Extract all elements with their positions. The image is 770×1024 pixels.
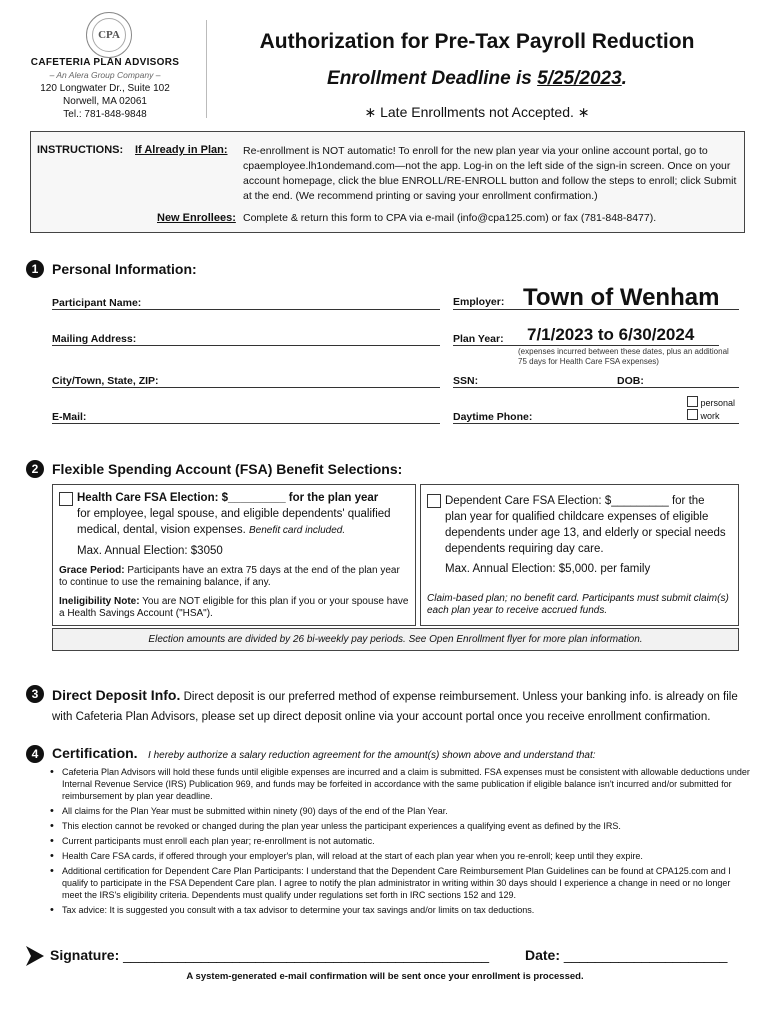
header-divider bbox=[206, 20, 207, 118]
mailing-address-field[interactable] bbox=[52, 333, 440, 346]
section-2-number: 2 bbox=[26, 460, 44, 478]
section-1-number: 1 bbox=[26, 260, 44, 278]
health-care-fsa-body: for employee, legal spouse, and eligible dependents' qualified medical, dental, vision expenses. bbox=[77, 508, 391, 536]
dependent-care-fsa-checkbox[interactable] bbox=[427, 494, 441, 508]
election-footer-note: Election amounts are divided by 26 bi-weekly pay periods. See Open Enrollment flyer for more plan information. bbox=[52, 628, 739, 651]
company-tagline: – An Alera Group Company – bbox=[49, 70, 161, 80]
work-checkbox[interactable] bbox=[687, 409, 698, 420]
direct-deposit-info bbox=[52, 685, 742, 727]
certification-bullet: • This election cannot be revoked or changed during the plan year unless the participant experiences a qualifying event as defined by the IRS. bbox=[50, 820, 750, 832]
confirmation-note: A system-generated e-mail confirmation will be sent once your enrollment is processed. bbox=[186, 971, 584, 982]
section-1-title: Personal Information: bbox=[52, 261, 197, 277]
arrow-pointer-icon bbox=[26, 946, 44, 966]
certification-bullet: • Current participants must enroll each plan year; re-enrollment is not automatic. bbox=[50, 835, 750, 847]
city-state-zip-field[interactable] bbox=[52, 375, 440, 388]
certification-intro: I hereby authorize a salary reduction agreement for the amount(s) shown above and understand that: bbox=[148, 750, 596, 761]
dependent-care-fsa-body: plan year for qualified childcare expenses of eligible dependents under age 13, and elderly or special needs dependents requiring day care. bbox=[445, 511, 726, 555]
certification-bullet: • Cafeteria Plan Advisors will hold these funds until eligible expenses are incurred and a claim is submitted. FSA expenses must be consistent with allowable deductions under Internal Revenue Service (IRS) Publication 969, and funds may be forfeited in accordance with the same publication if eligible balance isn't incurred and/or submitted for reimbursement by plan year deadline. bbox=[50, 766, 750, 802]
signature-line: _______________________________________________ bbox=[123, 947, 490, 963]
section-4-title: Certification. bbox=[52, 745, 138, 761]
dependent-care-fsa-box bbox=[420, 484, 739, 626]
personal-label: personal bbox=[700, 398, 736, 408]
dependent-care-max: Max. Annual Election: $5,000. per family bbox=[445, 563, 651, 575]
company-phone: Tel.: 781-848-9848 bbox=[63, 109, 147, 120]
work-label: work bbox=[700, 411, 720, 421]
deadline-prefix: Enrollment Deadline is bbox=[327, 68, 538, 89]
deadline-date: 5/25/2023 bbox=[537, 68, 622, 89]
ssn-label: SSN: bbox=[453, 375, 479, 387]
ineligibility-note bbox=[59, 596, 409, 620]
participant-name-label: Participant Name: bbox=[52, 297, 142, 309]
new-enrollees-text: Complete & return this form to CPA via e-mail (info@cpa125.com) or fax (781-848-8477). bbox=[243, 212, 657, 224]
grace-period bbox=[59, 565, 409, 589]
employer-label: Employer: bbox=[453, 296, 505, 308]
deadline-suffix: . bbox=[621, 68, 627, 89]
ineligibility-text: You are NOT eligible for this plan if you or your spouse have a Health Savings Account ("HSA"). bbox=[59, 596, 409, 619]
grace-period-text: Participants have an extra 75 days at the end of the plan year to continue to use the remaining balance, if any. bbox=[59, 565, 400, 588]
dob-label: DOB: bbox=[617, 375, 644, 387]
mailing-address-label: Mailing Address: bbox=[52, 333, 137, 345]
ineligibility-label: Ineligibility Note: bbox=[59, 596, 140, 607]
section-2-title: Flexible Spending Account (FSA) Benefit Selections: bbox=[52, 461, 403, 477]
section-3-number: 3 bbox=[26, 685, 44, 703]
certification-header bbox=[52, 745, 752, 763]
phone-type-options bbox=[687, 396, 735, 422]
late-notice: ∗ Late Enrollments not Accepted. ∗ bbox=[364, 104, 590, 120]
company-address-block bbox=[20, 56, 190, 121]
health-care-fsa-checkbox[interactable] bbox=[59, 492, 73, 506]
new-enrollees-label: New Enrollees: bbox=[157, 212, 236, 224]
phone-type-work[interactable] bbox=[687, 409, 735, 422]
health-care-fsa-box bbox=[52, 484, 416, 626]
company-logo bbox=[86, 12, 132, 58]
certification-bullet: • Tax advice: It is suggested you consult with a tax advisor to determine your tax savings and/or limits on tax deductions. bbox=[50, 904, 750, 916]
certification-bullets bbox=[50, 766, 750, 919]
certification-bullet: • Health Care FSA cards, if offered through your employer's plan, will reload at the start of each plan year when you re-enroll; keep until they expire. bbox=[50, 850, 750, 862]
address-line-1: 120 Longwater Dr., Suite 102 bbox=[40, 83, 170, 94]
plan-year-label: Plan Year: bbox=[453, 333, 504, 345]
participant-name-field[interactable] bbox=[52, 297, 440, 310]
health-care-fsa-heading: Health Care FSA Election: $_________ for the plan year bbox=[77, 492, 379, 504]
email-field[interactable] bbox=[52, 411, 440, 424]
address-line-2: Norwell, MA 02061 bbox=[63, 96, 147, 107]
enrollment-deadline bbox=[212, 68, 742, 90]
already-in-plan-text: Re-enrollment is NOT automatic! To enroll for the new plan year via your online account portal, go to cpaemployee.lh1ondemand.com—not the app. Log-in on the left side of the sign-in screen. Once on your account homepage, click the blue ENROLL/RE-ENROLL button and follow the steps to enroll; click Submit at the end. (We recommend printing or saving your enrollment confirmation.) bbox=[243, 145, 737, 202]
grace-period-label: Grace Period: bbox=[59, 565, 125, 576]
already-in-plan-label: If Already in Plan: bbox=[135, 144, 228, 156]
employer-value: Town of Wenham bbox=[523, 284, 720, 311]
date-line: _____________________ bbox=[563, 947, 728, 963]
plan-year-value: 7/1/2023 to 6/30/2024 bbox=[527, 325, 695, 344]
ssn-dob-field[interactable] bbox=[453, 375, 739, 388]
plan-year-note: (expenses incurred between these dates, plus an additional 75 days for Health Care FSA expenses) bbox=[518, 347, 729, 366]
logo-seal: CPA bbox=[92, 18, 126, 52]
company-name: CAFETERIA PLAN ADVISORS bbox=[30, 57, 180, 68]
daytime-phone-label: Daytime Phone: bbox=[453, 411, 533, 423]
health-care-max: Max. Annual Election: $3050 bbox=[77, 545, 223, 557]
form-title: Authorization for Pre-Tax Payroll Reduction bbox=[259, 30, 695, 53]
certification-bullet: • All claims for the Plan Year must be submitted within ninety (90) days of the end of the Plan Year. bbox=[50, 805, 750, 817]
benefit-card-note: Benefit card included. bbox=[248, 525, 346, 536]
direct-deposit-text: Direct deposit is our preferred method of expense reimbursement. Unless your banking info. is already on file with Cafeteria Plan Advisors, please set up direct deposit online via your account portal once you receive enrollment confirmation. bbox=[52, 691, 738, 723]
dependent-care-fsa-heading: Dependent Care FSA Election: $_________ for the bbox=[445, 495, 705, 507]
dependent-care-note: Claim-based plan; no benefit card. Participants must submit claim(s) each plan year to receive accrued funds. bbox=[427, 593, 729, 616]
section-4-number: 4 bbox=[26, 745, 44, 763]
date-label: Date: bbox=[525, 947, 561, 963]
signature-field[interactable] bbox=[50, 947, 489, 963]
phone-type-personal[interactable] bbox=[687, 396, 735, 409]
signature-label: Signature: bbox=[50, 947, 120, 963]
employer-field[interactable] bbox=[453, 285, 739, 310]
instructions-label: INSTRUCTIONS: bbox=[37, 144, 124, 156]
section-3-title: Direct Deposit Info. bbox=[52, 687, 181, 703]
city-state-zip-label: City/Town, State, ZIP: bbox=[52, 375, 159, 387]
plan-year-field bbox=[453, 327, 719, 346]
personal-checkbox[interactable] bbox=[687, 396, 698, 407]
certification-bullet: • Additional certification for Dependent Care Plan Participants: I understand that the Dependent Care Reimbursement Plan Guidelines can be found at CPA125.com and I qualify to participate in the FSA Dependent Care plan. I agree to notify the plan administrator in writing within 30 days should I experience a change in need or no longer meet the IRS's eligibility criteria. Dependents must qualify under regulations set forth in IRC sections 152 and 129. bbox=[50, 865, 750, 901]
instructions-box bbox=[30, 131, 745, 233]
date-field[interactable] bbox=[525, 947, 727, 963]
email-label: E-Mail: bbox=[52, 411, 87, 423]
